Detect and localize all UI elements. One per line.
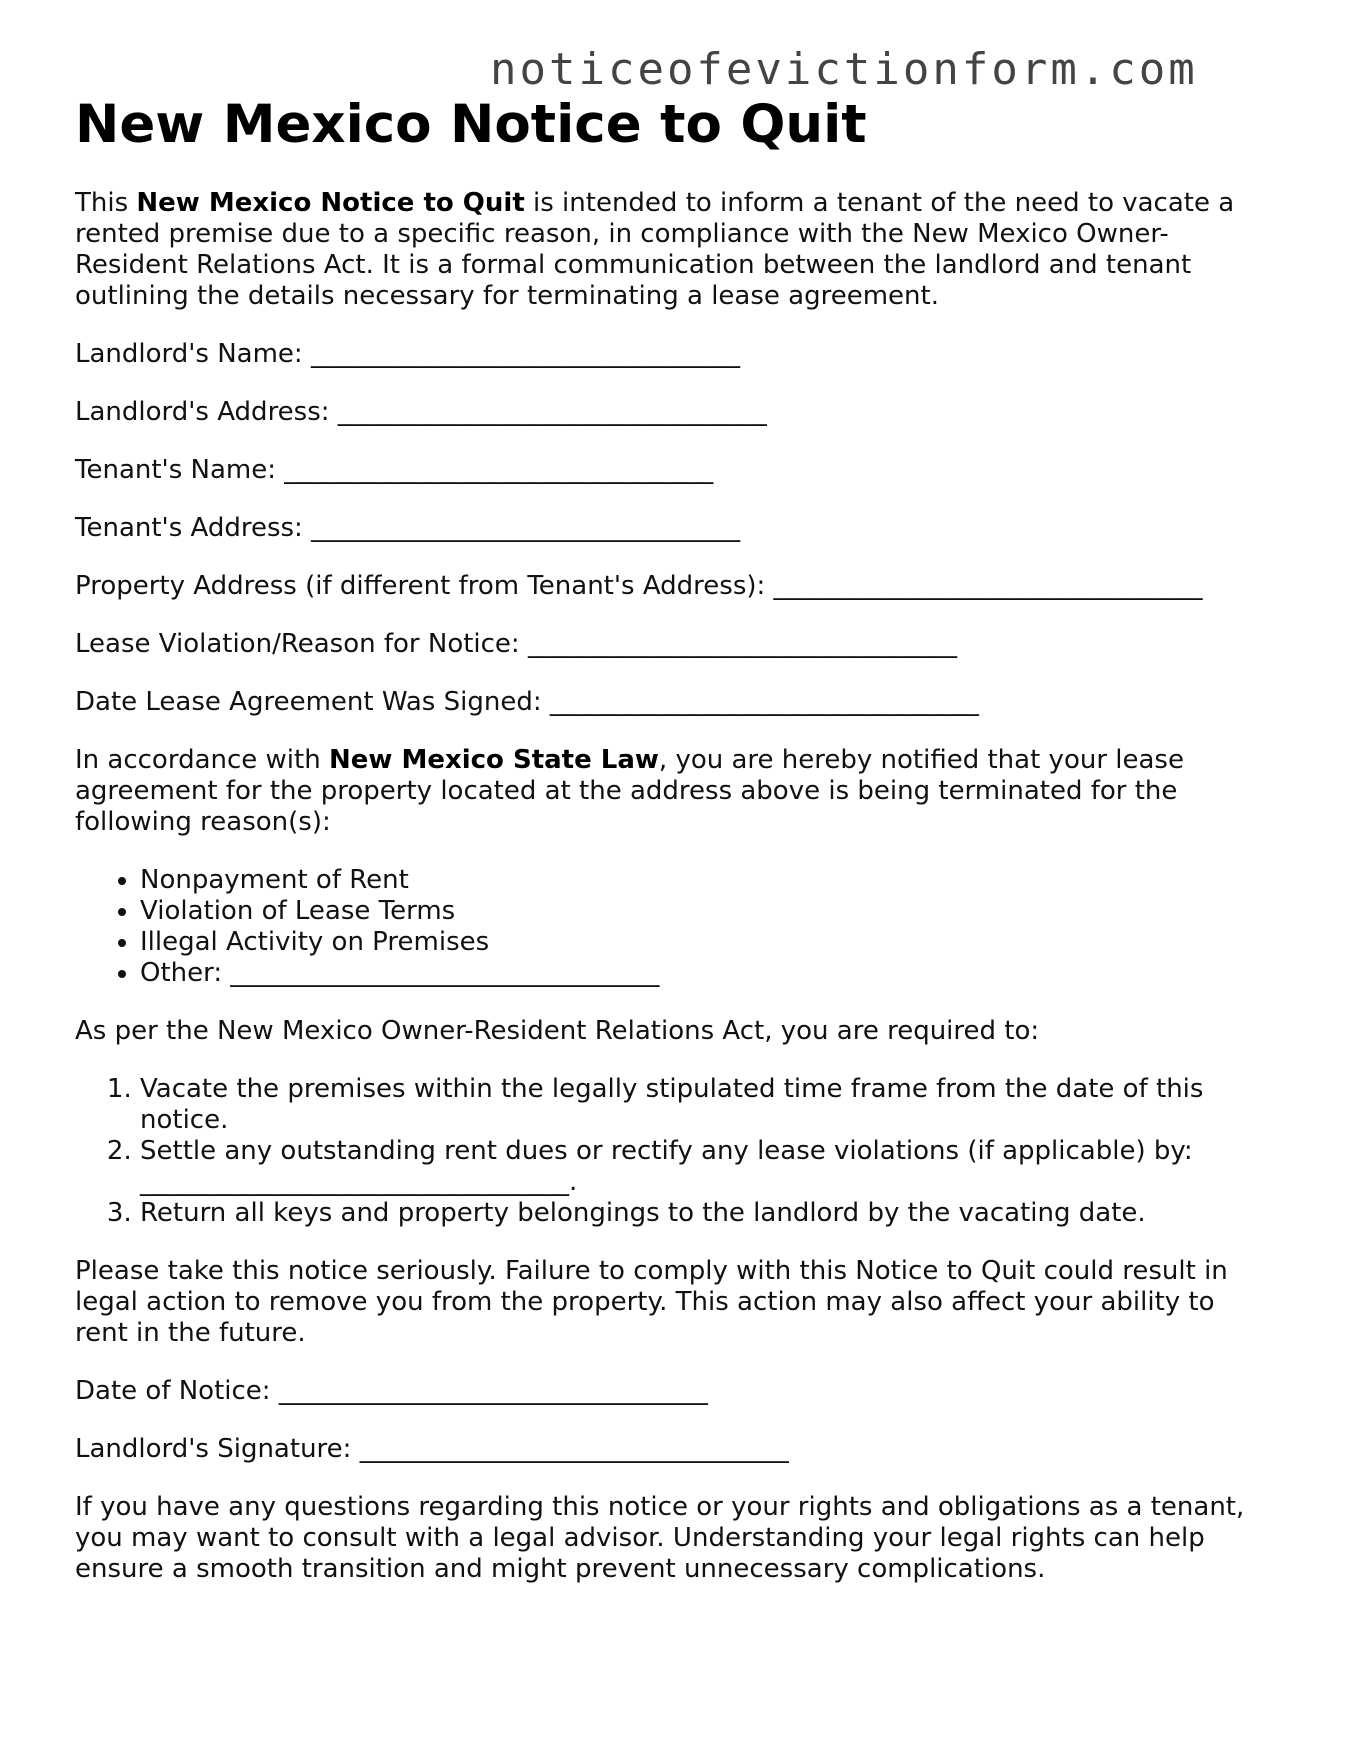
requirement-item[interactable]: 2. Settle any outstanding rent dues or rectify any lease violations (if applicable) by: _________________________________. xyxy=(140,1136,1275,1198)
field-label: Tenant's Address: xyxy=(75,513,312,543)
closing-paragraph: If you have any questions regarding this notice or your rights and obligations as a tenant, you may want to consult with a legal advisor. Understanding your legal rights can help ensure a smooth transition and might prevent unnecessary complications. xyxy=(75,1492,1245,1584)
blank-line[interactable]: _________________________________ xyxy=(773,571,1203,601)
field-lease-violation xyxy=(75,629,1275,660)
blank-line[interactable]: _________________________________ xyxy=(527,629,957,659)
reasons-list xyxy=(75,865,1275,989)
intro-paragraph xyxy=(75,188,1275,312)
field-lease-signed-date xyxy=(75,687,1275,718)
field-label: Tenant's Name: xyxy=(75,455,285,485)
field-label: Landlord's Signature: xyxy=(75,1434,360,1464)
blank-line[interactable]: _________________________________ xyxy=(284,455,714,485)
page-title: New Mexico Notice to Quit xyxy=(75,94,867,155)
reason-item: • Nonpayment of Rent xyxy=(140,865,1275,896)
field-landlord-name xyxy=(75,339,1275,370)
requirements-intro: As per the New Mexico Owner-Resident Relations Act, you are required to: xyxy=(75,1016,1040,1046)
requirements-list xyxy=(75,1074,1275,1229)
notice-bold: New Mexico State Law xyxy=(328,745,659,775)
requirement-item: 3. Return all keys and property belongings to the landlord by the vacating date. xyxy=(140,1198,1275,1229)
warning-paragraph: Please take this notice seriously. Failure to comply with this Notice to Quit could result in legal action to remove you from the property. This action may also affect your ability to rent in the future. xyxy=(75,1256,1228,1348)
requirement-item: 1. Vacate the premises within the legally stipulated time frame from the date of this notice. xyxy=(140,1074,1275,1136)
field-landlord-signature xyxy=(75,1434,1275,1465)
blank-line[interactable]: _________________________________ xyxy=(359,1434,789,1464)
field-landlord-address xyxy=(75,397,1275,428)
blank-line[interactable]: _________________________________ xyxy=(278,1376,708,1406)
reason-item: • Violation of Lease Terms xyxy=(140,896,1275,927)
notice-suffix: , you are hereby notified that your lease agreement for the property located at the address above is being terminated for the following reason(s): xyxy=(75,745,1184,837)
field-property-address xyxy=(75,571,1275,602)
field-label: Date Lease Agreement Was Signed: xyxy=(75,687,550,717)
blank-line[interactable]: _________________________________ xyxy=(311,513,741,543)
field-label: Landlord's Name: xyxy=(75,339,311,369)
notice-prefix: In accordance with xyxy=(75,745,329,775)
field-tenant-address xyxy=(75,513,1275,544)
blank-line[interactable]: _________________________________ xyxy=(310,339,740,369)
field-label: Lease Violation/Reason for Notice: xyxy=(75,629,528,659)
document-body xyxy=(75,92,1275,1585)
intro-prefix: This xyxy=(75,188,137,218)
reason-item-other[interactable]: • Other: _________________________________ xyxy=(140,958,1275,989)
blank-line[interactable]: _________________________________ xyxy=(549,687,979,717)
field-tenant-name xyxy=(75,455,1275,486)
intro-suffix: is intended to inform a tenant of the need to vacate a rented premise due to a specific reason, in compliance with the New Mexico Owner-Resident Relations Act. It is a formal communication between the landlord and tenant outlining the details necessary for terminating a lease agreement. xyxy=(75,188,1235,311)
field-label: Date of Notice: xyxy=(75,1376,279,1406)
notice-paragraph xyxy=(75,745,1275,838)
field-date-of-notice xyxy=(75,1376,1275,1407)
field-label: Landlord's Address: xyxy=(75,397,338,427)
reason-item: • Illegal Activity on Premises xyxy=(140,927,1275,958)
blank-line[interactable]: _________________________________ xyxy=(337,397,767,427)
field-label: Property Address (if different from Tenant's Address): xyxy=(75,571,774,601)
watermark-text: noticeofevictionform.com xyxy=(490,44,1198,95)
intro-bold: New Mexico Notice to Quit xyxy=(136,188,525,218)
